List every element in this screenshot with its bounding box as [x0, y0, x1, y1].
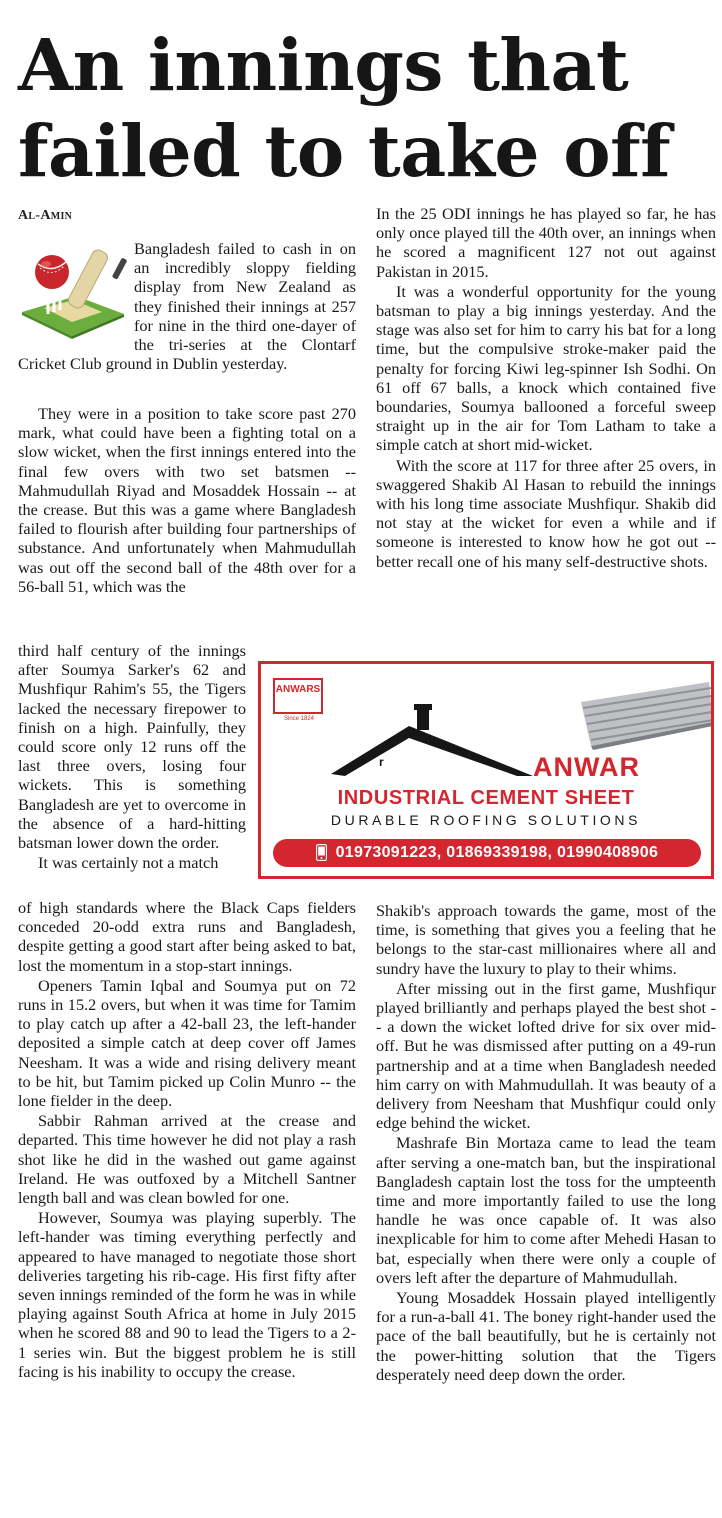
- paragraph: Openers Tamin Iqbal and Soumya put on 72 runs in 15.2 overs, but when it was time for Tamim to play catch up after a 42-ball 23, the left-hander deposited a simple catch at deep cover off James Neesham. It was a wide and rising delivery meant to be hit, but Tamim picked up Colin Munro -- the lone fielder in the deep.: [18, 975, 356, 1111]
- paragraph: In the 25 ODI innings he has played so far, he has only once played till the 40th over, an innings when he scored a magnificent 127 not out against Pakistan in 2015.: [376, 204, 716, 281]
- ad-brand-name: ANWAR: [533, 752, 640, 782]
- paragraph: After missing out in the first game, Mushfiqur played brilliantly and perhaps played the best shot -- a down the wicket lofted drive for six over mid-off. But he was dismissed after putting on a 49-run partnership and at a time when Bangladesh needed him carry on with Mahmudullah. It was beauty of a delivery from Neesham that Mushfiqur could only edge behind the wicket.: [376, 978, 716, 1133]
- lead-paragraph-block: [18, 239, 356, 373]
- house-roof-graphic: [331, 704, 533, 776]
- headline: [18, 22, 708, 194]
- paragraph: It was a wonderful opportunity for the young batsman to play a big innings yesterday. And the stage was also set for him to carry his bat for a long time, but the compulsive stroke-maker paid the penalty for forcing Kiwi leg-spinner Ish Sodhi. On 61 off 67 balls, a knock which contained five boundaries, Soumya ballooned a forceful sweep straight up in the air for Tom Latham to take a simple catch at short mid-wicket.: [376, 281, 716, 455]
- cement-sheet-graphic: [581, 682, 713, 750]
- right-column-b: [376, 901, 716, 1384]
- lead-paragraph: Bangladesh failed to cash in on an incredibly sloppy fielding display from New Zealand as they finished their innings at 257 for nine in the third one-dayer of the tri-series at the Clontarf Cricket Club ground in Dublin yesterday.: [18, 239, 356, 374]
- paragraph: However, Soumya was playing superbly. The left-hander was timing everything perfectly and appeared to have managed to negotiate those short deliveries targeting his rib-cage. His first fifty after seven innings reminded of the form he was in while playing against South Africa at home in July 2015 when he scored 88 and 90 to lead the Tigers to a 2-1 series win. But the biggest problem he is still facing is his inability to occupy the crease.: [18, 1208, 356, 1381]
- paragraph: Young Mosaddek Hossain played intelligently for a run-a-ball 41. The boney right-hander used the pace of the ball beautifully, but he is certainly not the power-hitting solution that the Tigers desperately need deep down the order.: [376, 1288, 716, 1384]
- svg-text:r: r: [379, 755, 384, 769]
- headline-line-2: failed to take off: [18, 109, 671, 193]
- byline: Al-Amin: [18, 208, 73, 223]
- cricket-ball-bat-icon: [18, 242, 128, 340]
- ad-product-name: INDUSTRIAL CEMENT SHEET: [337, 787, 635, 809]
- brand-since: Since 1824: [283, 716, 315, 722]
- paragraph: They were in a position to take score past 270 mark, what could have been a fighting total on a slow wicket, when the first innings entered into the final few overs with two set batsmen -- Mahmudullah Riyad and Mosaddek Hossain -- at the crease. But this was a game where Bangladesh failed to flourish after building four partnerships of substance. And unfortunately when Mahmudullah was out off the second ball of the 48th over for a 56-ball 51, which was the: [18, 404, 356, 596]
- paragraph: It was certainly not a match: [38, 853, 219, 873]
- advertisement[interactable]: [258, 661, 714, 879]
- ad-phone-numbers: 01973091223, 01869339198, 01990408906: [335, 844, 659, 861]
- headline-line-1: An innings that: [18, 23, 629, 107]
- paragraph: Shakib's approach towards the game, most of the time, is something that gives you a feeling that he belongs to the star-cast millionaires where all and sundry have the luxury to play to their whims.: [376, 901, 716, 978]
- ad-phone-bar[interactable]: [273, 839, 701, 867]
- brand-logo: ANWARS: [273, 678, 323, 714]
- right-column-a: [376, 204, 716, 571]
- ad-tagline: DURABLE ROOFING SOLUTIONS: [330, 812, 642, 828]
- roof-illustration: [261, 664, 714, 784]
- left-column-a: [18, 404, 356, 596]
- left-column-c: [18, 898, 356, 1381]
- mobile-phone-icon: [316, 844, 327, 861]
- paragraph: of high standards where the Black Caps fielders conceded 20-odd extra runs and Bangladesh, despite getting a good start after being asked to bat, lost the momentum in a stop-start innings.: [18, 898, 356, 975]
- paragraph: third half century of the innings after Soumya Sarker's 62 and Mushfiqur Rahim's 55, the Tigers lacked the necessary firepower to finish on a high. Painfully, they could score only 12 runs off the last three overs, losing four wickets. This is something Bangladesh are yet to overcome in the absence of a hard-hitting batsman lower down the order.: [18, 641, 246, 853]
- paragraph: With the score at 117 for three after 25 overs, in swaggered Shakib Al Hasan to rebuild the innings with his long time associate Mushfiqur. Shakib did not stay at the wicket for even a while and if someone is interested to know how he got out -- better recall one of his many self-destructive shots.: [376, 455, 716, 571]
- paragraph: Mashrafe Bin Mortaza came to lead the team after serving a one-match ban, but the inspirational Bangladesh captain lost the toss for the umpteenth time and more importantly failed to use the long handle he was once capable of. It was also inexplicable for him to come after Mehedi Hasan to bat, especially when there were only a couple of overs left after the departure of Mahmudullah.: [376, 1133, 716, 1287]
- paragraph: Sabbir Rahman arrived at the crease and departed. This time however he did not play a rash shot like he did in the washed out game against Ireland. He was outfoxed by a Mitchell Santner length ball and was clean bowled for one.: [18, 1111, 356, 1208]
- left-column-b: [18, 641, 246, 872]
